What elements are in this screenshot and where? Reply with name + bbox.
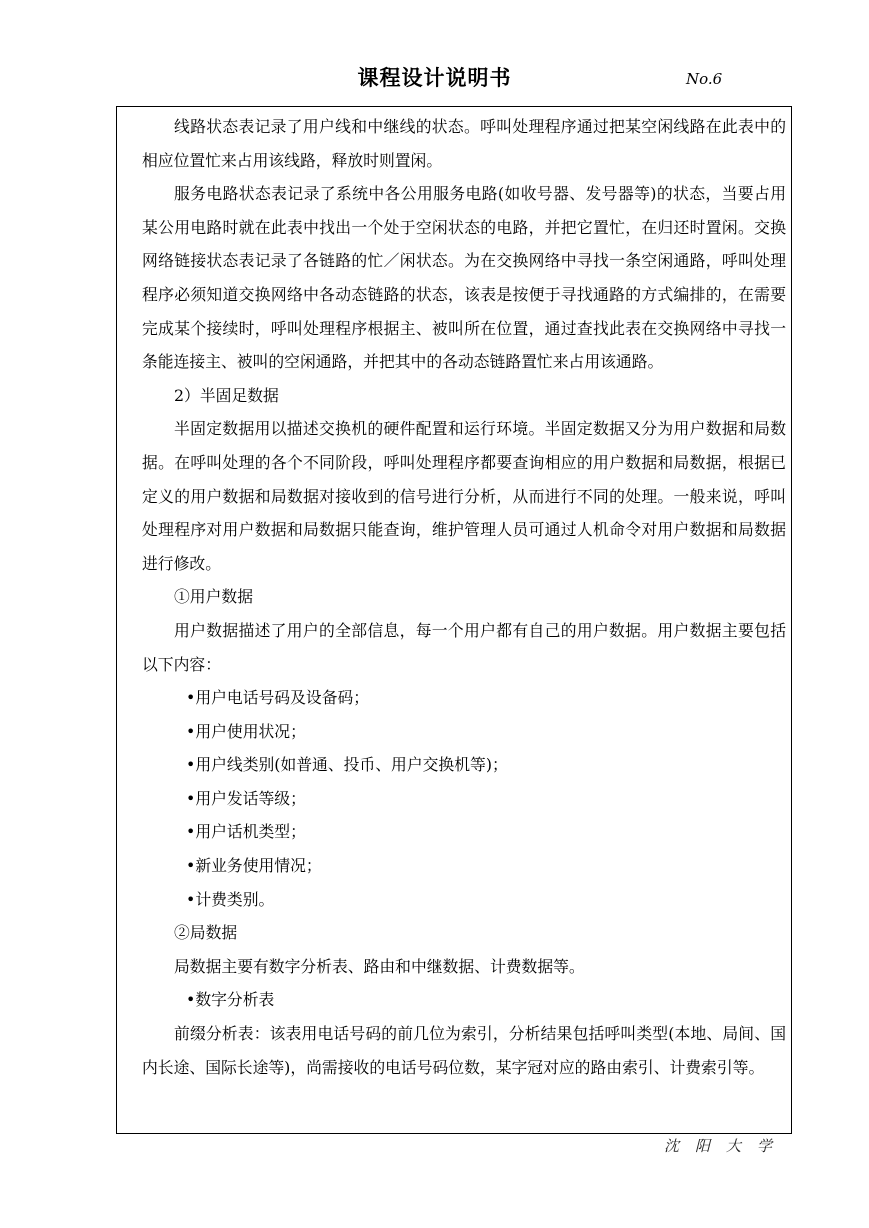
content-frame	[116, 106, 792, 1134]
subheading-office-data: ②局数据	[174, 923, 238, 943]
body-text	[142, 110, 786, 1084]
list-item: •用户使用状况；	[186, 721, 306, 741]
page-number: No.6	[686, 70, 723, 88]
paragraph-user-data: 用户数据描述了用户的全部信息，每一个用户都有自己的用户数据。用户数据主要包括以下内容：	[142, 620, 786, 674]
section-heading-semi-fixed: 2）半固足数据	[174, 385, 279, 405]
list-item: •用户电话号码及设备码；	[186, 688, 370, 708]
university-footer: 沈阳大学	[664, 1137, 789, 1155]
list-item: •计费类别。	[186, 889, 275, 909]
list-item: •用户话机类型；	[186, 822, 306, 842]
paragraph-prefix-analysis: 前缀分析表：该表用电话号码的前几位为索引，分析结果包括呼叫类型(本地、局间、国内长途、国际长途等)，尚需接收的电话号码位数，某字冠对应的路由索引、计费索引等。	[142, 1024, 786, 1077]
paragraph-line-status: 线路状态表记录了用户线和中继线的状态。呼叫处理程序通过把某空闲线路在此表中的相应位置忙来占用该线路，释放时则置闲。	[142, 117, 786, 170]
paragraph-service-circuit: 服务电路状态表记录了系统中各公用服务电路(如收号器、发号器等)的状态，当要占用某公用电路时就在此表中找出一个处于空闲状态的电路，并把它置忙，在归还时置闲。交换网络链接状态表记录了各链路的忙／闲状态。为在交换网络中寻找一条空闲通路，呼叫处理程序必须知道交换网络中各动态链路的状态，该表是按便于寻找通路的方式编排的，在需要完成某个接续时，呼叫处理程序根据主、被叫所在位置，通过查找此表在交换网络中寻找一条能连接主、被叫的空闲通路，并把其中的各动态链路置忙来占用该通路。	[142, 184, 786, 372]
document-title: 课程设计说明书	[357, 66, 512, 90]
subheading-user-data: ①用户数据	[174, 587, 253, 607]
list-item: •新业务使用情况；	[186, 856, 322, 876]
list-item: •用户发话等级；	[186, 788, 306, 808]
paragraph-semi-fixed-data: 半固定数据用以描述交换机的硬件配置和运行环境。半固定数据又分为用户数据和局数据。在呼叫处理的各个不同阶段，呼叫处理程序都要查询相应的用户数据和局数据，根据已定义的用户数据和局数据对接收到的信号进行分析，从而进行不同的处理。一般来说，呼叫处理程序对用户数据和局数据只能查询，维护管理人员可通过人机命令对用户数据和局数据进行修改。	[142, 419, 786, 573]
list-item: •用户线类别(如普通、投币、用户交换机等)；	[186, 755, 508, 775]
paragraph-office-data: 局数据主要有数字分析表、路由和中继数据、计费数据等。	[174, 956, 585, 976]
list-item: •数字分析表	[186, 990, 275, 1010]
